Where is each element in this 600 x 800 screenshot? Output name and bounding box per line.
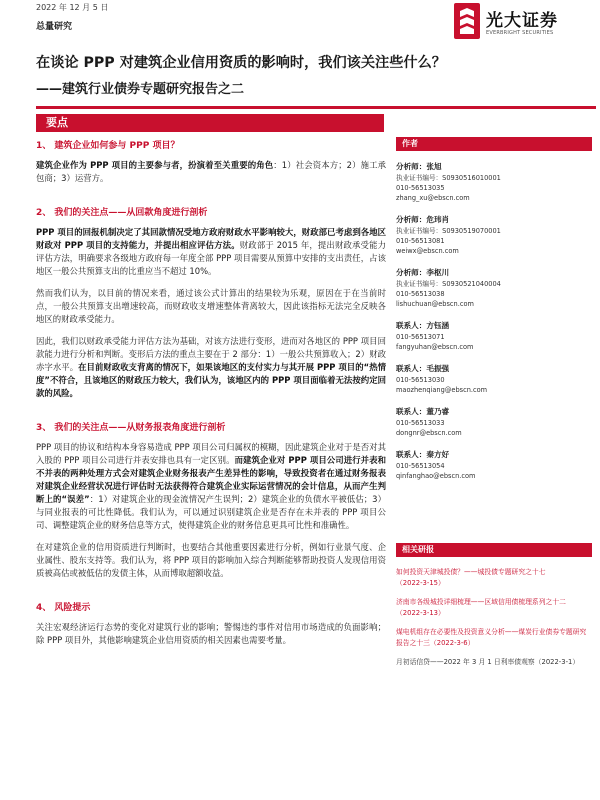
logo-mark-icon — [454, 3, 480, 39]
related-report-link[interactable] — [396, 567, 592, 589]
analyst-card — [396, 406, 592, 438]
analyst-card — [396, 161, 592, 203]
related-report-link[interactable] — [396, 597, 592, 619]
related-report-date: （2022-3-1） — [534, 658, 580, 666]
related-report-link[interactable] — [396, 627, 592, 649]
report-subtitle: ——建筑行业债券专题研究报告之二 — [36, 82, 245, 97]
analyst-list — [396, 161, 592, 481]
analyst-card — [396, 267, 592, 309]
related-report-title: 济南市各级城投详细梳理——区域信用债梳理系列之十二 — [396, 598, 566, 606]
section-label: 总量研究 — [36, 22, 73, 32]
text-run: ：1）对建筑企业的现金流情况产生误判；2）建筑企业的负债水平被低估；3）与同业报表的可比性降低。我们认为，可以通过识别建筑企业是否存在未并表的 PPP 项目公司、调整建筑企业的财务信息等方式，使得建筑企业的财务信息更具可比性和准确性。 — [36, 494, 387, 530]
related-report-title: 月初话信贷——2022 年 3 月 1 日利率债观察 — [396, 658, 535, 666]
analyst-name: 分析师：危玮肖 — [396, 215, 450, 224]
analyst-contact-line: fangyuhan@ebscn.com — [396, 343, 474, 351]
text-run: PPP 项目的协议和结构本身容易造成 PPP 项目公司归属权的模糊，因此建筑企业对于是否对其入股的 PPP 项目公司进行并表安排也具有一定区别。 — [36, 442, 386, 465]
analyst-contact-line: 执业证书编号：S0930516010001 — [396, 174, 501, 182]
analyst-name: 联系人：方钰涵 — [396, 321, 450, 330]
report-title: 在谈论 PPP 对建筑企业信用资质的影响时，我们该关注些什么？ — [36, 55, 446, 71]
analyst-name: 联系人：秦方好 — [396, 450, 450, 459]
text-run: 财政部于 2015 年，提出财政承受能力评估方法，明确要求各级地方政府每一年度全部 PPP 项目需要从预算中安排的支出责任，占该地区一般公共预算支出的比重应当不超过 10%。 — [36, 240, 386, 276]
analyst-contact-line: lishuchuan@ebscn.com — [396, 300, 474, 308]
analyst-card — [396, 320, 592, 352]
text-run: 在对建筑企业的信用资质进行判断时，也要结合其他重要因素进行分析，例如行业景气度、企业属性、股东支持等。我们认为，将 PPP 项目的影响加入综合判断能够帮助投资人发现信用资质被高估或被低估的发债主体，从而博取超额收益。 — [36, 542, 386, 578]
related-reports-banner: 相关研报 — [396, 543, 592, 557]
analyst-contact-line: zhang_xu@ebscn.com — [396, 194, 470, 202]
text-run: ：1）社会资本方；2）施工承包商；3）运营方。 — [36, 160, 386, 183]
report-date: 2022 年 12 月 5 日 — [36, 3, 109, 12]
analyst-contact-line: qinfanghao@ebscn.com — [396, 472, 476, 480]
bold-text-run: 在目前财政收支背离的情况下，如果该地区的支付实力与其开展 PPP 项目的“热情度”不符合，且该地区的财政压力较大，我们认为，该地区内的 PPP 项目面临着无法按约定回款的风险。 — [36, 362, 386, 398]
analyst-name: 分析师：张旭 — [396, 162, 442, 171]
related-report-date: （2022-3-15） — [396, 579, 445, 587]
paragraph — [36, 621, 386, 647]
analyst-name: 分析师：李枢川 — [396, 268, 450, 277]
paragraph — [36, 159, 386, 185]
brand-logo — [454, 3, 594, 43]
analyst-contact-line: dongnr@ebscn.com — [396, 429, 462, 437]
analyst-contact-line: weiwx@ebscn.com — [396, 247, 459, 255]
header-divider — [36, 106, 596, 109]
section — [36, 205, 386, 400]
text-run: 因此，我们以财政承受能力评估方法为基础，对该方法进行变形，进而对各地区的 PPP 项目回款能力进行分析和判断。变形后方法的重点主要在于 2 部分：1）一般公共预算收入；2）财政赤字水平。 — [36, 336, 386, 372]
analyst-contact-line: 执业证书编号：S0930521040004 — [396, 280, 501, 288]
analyst-name: 联系人：董乃睿 — [396, 407, 450, 416]
analyst-contact-line: 010-56513054 — [396, 462, 445, 470]
section-heading: 3、 我们的关注点——从财务报表角度进行剖析 — [36, 423, 226, 433]
text-run: 然而我们认为，以目前的情况来看，通过该公式计算出的结果较为乐观，原因在于在当前时点，一般公共预算支出增速较高，而财政收支增速整体背离较大，因此该指标无法完全反映各地区的财政承受能力。 — [36, 288, 386, 324]
paragraph — [36, 335, 386, 400]
paragraph — [36, 441, 386, 532]
related-report-date: （2022-3-13） — [396, 609, 445, 617]
analyst-contact-line: 010-56513071 — [396, 333, 445, 341]
related-report-title: 煤电机组存在必要性及投资意义分析——煤炭行业债券专题研究报告之十三 — [396, 628, 587, 647]
analyst-name: 联系人：毛振强 — [396, 364, 450, 373]
keypoints-banner: 要点 — [36, 114, 384, 132]
text-run: 关注宏观经济运行态势的变化对建筑行业的影响；警惕违约事件对信用市场造成的负面影响；除 PPP 项目外，其他影响建筑企业信用资质的相关因素也需要考量。 — [36, 622, 386, 645]
analyst-contact-line: 010-56513081 — [396, 237, 445, 245]
analyst-contact-line: 010-56513035 — [396, 184, 445, 192]
analyst-card — [396, 363, 592, 395]
related-reports-list — [396, 567, 592, 668]
section — [36, 600, 386, 647]
analyst-contact-line: maozhenqiang@ebscn.com — [396, 386, 488, 394]
paragraph — [36, 541, 386, 580]
analyst-contact-line: 010-56513038 — [396, 290, 445, 298]
section-heading: 4、 风险提示 — [36, 603, 91, 613]
main-content — [36, 138, 386, 656]
paragraph — [36, 287, 386, 326]
section-heading: 2、 我们的关注点——从回款角度进行剖析 — [36, 208, 208, 218]
related-report-title: 如何投资天津城投债？——城投债专题研究之十七 — [396, 568, 546, 576]
related-report-date: （2022-3-6） — [429, 639, 475, 647]
related-report-link[interactable] — [396, 657, 592, 668]
analyst-contact-line: 010-56513033 — [396, 419, 445, 427]
analyst-contact-line: 010-56513030 — [396, 376, 445, 384]
analyst-card — [396, 449, 592, 481]
section-heading: 1、 建筑企业如何参与 PPP 项目？ — [36, 141, 180, 151]
analyst-contact-line: 执业证书编号：S0930519070001 — [396, 227, 501, 235]
section — [36, 138, 386, 185]
bold-text-run: PPP 项目的回报机制决定了其回款情况受地方政府财政水平影响较大，财政部已考虑到各地区财政对 PPP 项目的支持能力，并提出相应评估方法。 — [36, 227, 386, 250]
bold-text-run: 而建筑企业对 PPP 项目公司进行并表和不并表的两种处理方式会对建筑企业财务报表产生差异性的影响，导致投资者在通过财务报表对建筑企业经营状况进行评估时无法获得符合建筑企业实际运营情况的会计信息，从而产生判断上的“误差” — [36, 455, 386, 504]
paragraph — [36, 226, 386, 278]
analyst-card — [396, 214, 592, 256]
logo-english-text: EVERBRIGHT SECURITIES — [486, 30, 554, 36]
sidebar — [396, 137, 592, 676]
logo-text: 光大证券 — [486, 11, 558, 31]
section — [36, 420, 386, 580]
authors-banner: 作者 — [396, 137, 592, 151]
bold-text-run: 建筑企业作为 PPP 项目的主要参与者，扮演着至关重要的角色 — [36, 160, 274, 170]
